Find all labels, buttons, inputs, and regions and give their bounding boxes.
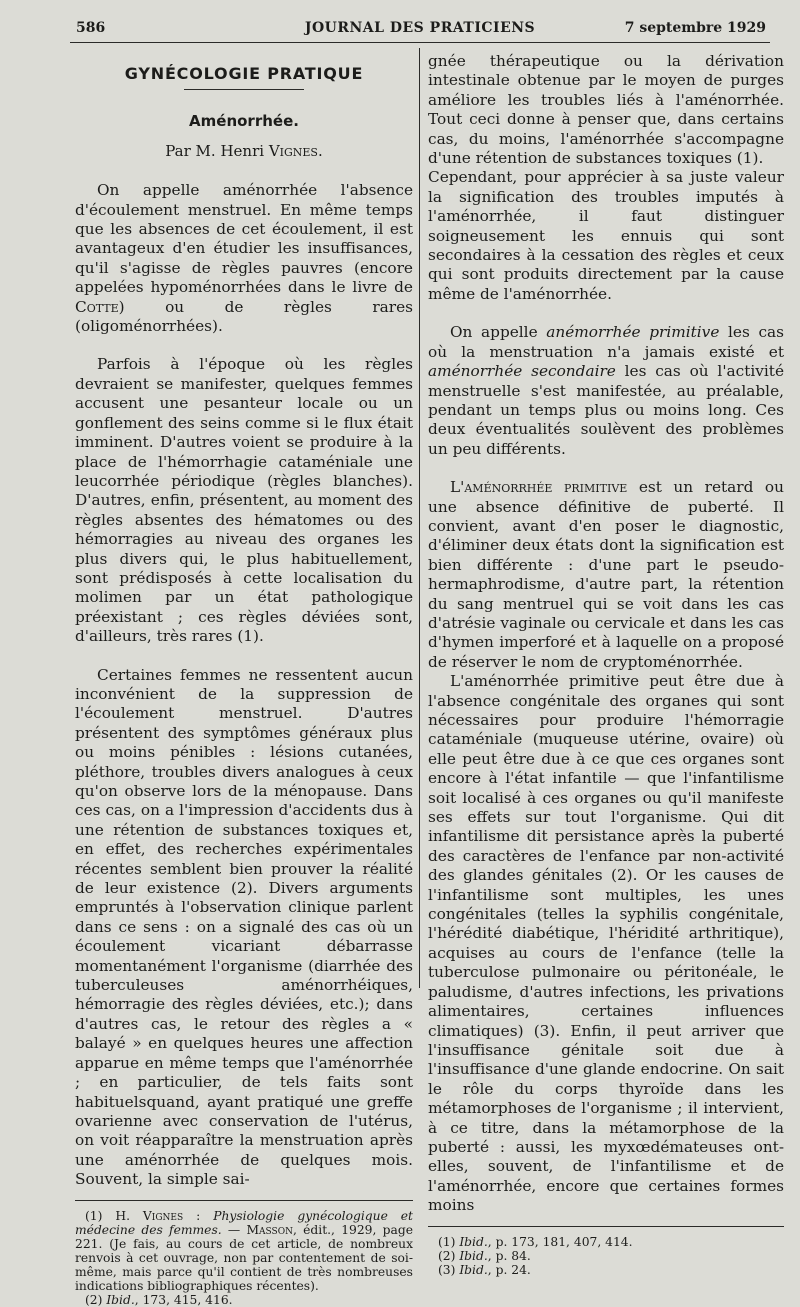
fn2-rest: , 173, 415, 416. (134, 1292, 233, 1307)
rfn1-rest: , p. 173, 181, 407, 414. (487, 1234, 633, 1249)
footnote-rule-right (428, 1226, 784, 1227)
rfn3-prefix: (3) (438, 1262, 460, 1277)
footnote-r2 (428, 1249, 784, 1263)
page-number: 586 (76, 20, 106, 36)
fn1-rest: , édit., 1929, page 221. (Je fais, au cours de cet article, de nombreux renvois à cet ouvrage, non par contentement de soi-même, mais parce qu'il contient de très nombreuses indications bibliographiques récentes). (75, 1222, 413, 1293)
fn1-title: Physiologie gynécologique et médecine des femmes. (75, 1208, 413, 1237)
paragraph-3: Certaines femmes ne ressentent aucun inconvénient de la suppression de l'écoulement menstruel. D'autres présentent des symptômes généraux plus ou moins pénibles : lésions cutanées, pléthore, troubles divers analogues à ceux qu'on observe lors de la ménopause. Dans ces cas, on a l'impression d'accidents dus à une rétention de substances toxiques et, en effet, des recherches expérimentales récentes semblent bien prouver la réalité de leur existence (2). Divers arguments empruntés à l'observation clinique parlent dans ce sens : on a signalé des cas où un écoulement vicariant débarrasse momentanément l'organisme (diarrhée des tuberculeuses aménorrhéiques, hémorragie des règles déviées, etc.); dans d'autres cas, le retour des règles a « balayé » en quelques heures une affection apparue en même temps que l'aménorrhée ; en particulier, de tels faits sont habituelsquand, ayant pratiqué une greffe ovarienne avec conservation de l'utérus, on voit réapparaître la menstruation après une aménorrhée de quelques mois. Souvent, la simple sai- (75, 665, 413, 1189)
left-column (75, 52, 413, 1307)
page-header (70, 16, 770, 43)
paragraph-1 (75, 181, 413, 336)
footnote-1 (75, 1209, 413, 1293)
fn1-prefix: (1) H. (85, 1208, 143, 1223)
fn1-sep: : (183, 1208, 214, 1223)
r3-a: On appelle (450, 323, 547, 342)
footnote-2 (75, 1293, 413, 1307)
paragraph-r5: L'aménorrhée primitive peut être due à l'absence congénitale des organes qui sont nécessaires pour produire l'hémorragie cataméniale (muqueuse utérine, ovaire) où elle peut être due à ce que ces organes sont encore à l'état infantile — que l'infantilisme soit localisé à ces organes ou qu'il manifeste ses effets sur tout l'organisme. Qui dit infantilisme dit persistance après la puberté des caractères de l'enfance par non-activité des glandes génitales (2). Or les causes de l'infantilisme sont multiples, les unes congénitales (telles la syphilis congénitale, l'hérédité diabétique, l'héridité arthritique), acquises au cours de l'enfance (telle la tuberculose pulmonaire ou péritonéale, le paludisme, d'autres infections, les privations alimentaires, certaines influences climatiques) (3). Enfin, il peut arriver que l'insuffisance génitale soit due à l'insuffisance d'une glande endocrine. On sait le rôle du corps thyroïde dans les métamorphoses de l'organisme ; il intervient, à ce titre, dans la métamorphose de la puberté : aussi, les myxœdémateuses ont-elles, souvent, de l'infantilisme et de l'aménorrhée, encore que certaines formes moins (428, 672, 784, 1215)
byline-prefix: Par M. Henri (165, 141, 269, 160)
column-divider (419, 48, 420, 988)
footnote-rule (75, 1200, 413, 1201)
paragraph-1-end: ) ou de règles rares (oligoménorrhées). (75, 297, 413, 336)
rfn1-prefix: (1) (438, 1234, 460, 1249)
footnotes-left (75, 1209, 413, 1307)
rfn2-ibid: Ibid. (459, 1248, 488, 1263)
fn1-publisher: Masson (246, 1222, 293, 1237)
r3-c: les cas où l'activité menstruelle s'est manifestée, au préalable, pendant un temps plus ou moins long. Ces deux éventualités soulèvent des problèmes un peu différents. (428, 362, 784, 458)
footnote-r3 (428, 1263, 784, 1277)
footnote-r1 (428, 1235, 784, 1249)
rfn3-ibid: Ibid. (459, 1262, 488, 1277)
issue-date: 7 septembre 1929 (624, 20, 766, 36)
paragraph-r1: gnée thérapeutique ou la dérivation intestinale obtenue par le moyen de purges améliore les troubles liés à l'aménorrhée. Tout ceci donne à penser que, dans certains cas, du moins, l'aménorrhée s'accompagne d'une rétention de substances toxiques (1). (428, 52, 784, 168)
right-column (428, 52, 784, 1277)
section-rule (184, 89, 304, 90)
article-title: Aménorrhée. (189, 112, 299, 131)
journal-title: JOURNAL DES PRATICIENS (304, 20, 536, 36)
byline (75, 142, 413, 161)
footnotes-right (428, 1235, 784, 1277)
paragraph-r3 (428, 323, 784, 459)
paragraph-1-text: On appelle aménorrhée l'absence d'écoulement menstruel. En même temps que les absences de cet écoulement, il est avantageux d'en étudier les insuffisances, qu'il s'agisse de règles pauvres (encore appelées hypoménorrhées dans le livre de (75, 181, 413, 297)
paragraph-r2: Cependant, pour apprécier à sa juste valeur la signification des troubles imputés à l'aménorrhée, il faut distinguer soigneusement les ennuis qui sont secondaires à la cessation des règles et ceux qui sont produits directement par la cause même de l'aménorrhée. (428, 168, 784, 303)
term-primitive: anémorrhée primitive (546, 323, 720, 342)
r4-text: est un retard ou une absence définitive de puberté. Il convient, avant d'en poser le diagnostic, d'éliminer deux états dont la signification est bien différente : d'une part le pseudo-hermaphrodisme, d'autre part, la rétention du sang mentruel qui se voit dans les cas d'atrésie vaginale ou cervicale et dans les cas d'hymen imperforé et à laquelle on a proposé de réserver le nom de cryptoménorrhée. (428, 478, 784, 671)
term-secondaire: aménorrhée secondaire (428, 362, 616, 381)
r3-b: les cas où la menstruation n'a jamais existé et (428, 323, 784, 361)
cited-author: Cotte (75, 297, 119, 316)
rfn2-rest: , p. 84. (487, 1248, 531, 1263)
fn2-ibid: Ibid. (106, 1292, 135, 1307)
author-name: Vignes. (268, 141, 323, 160)
fn2-prefix: (2) (85, 1292, 107, 1307)
fn1-author: Vignes (142, 1208, 184, 1223)
paragraph-r4 (428, 478, 784, 672)
r4-smallcaps: L'aménorrhée primitive (450, 478, 628, 497)
rfn2-prefix: (2) (438, 1248, 460, 1263)
rfn3-rest: , p. 24. (487, 1262, 531, 1277)
section-heading: GYNÉCOLOGIE PRATIQUE (124, 64, 364, 83)
fn1-dash: — (221, 1222, 247, 1237)
rfn1-ibid: Ibid. (459, 1234, 488, 1249)
paragraph-2: Parfois à l'époque où les règles devraient se manifester, quelques femmes accusent une pesanteur locale ou un gonflement des seins comme si le flux était imminent. D'autres voient se produire à la place de l'hémorrhagie cataméniale une leucorrhée périodique (règles blanches). D'autres, enfin, présentent, au moment des règles absentes des hématomes ou des hémorragies au niveau des organes les plus divers qui, le plus habituellement, sont prédisposés à cette localisation du molimen par un état pathologique préexistant ; ces règles déviées sont, d'ailleurs, très rares (1). (75, 355, 413, 646)
